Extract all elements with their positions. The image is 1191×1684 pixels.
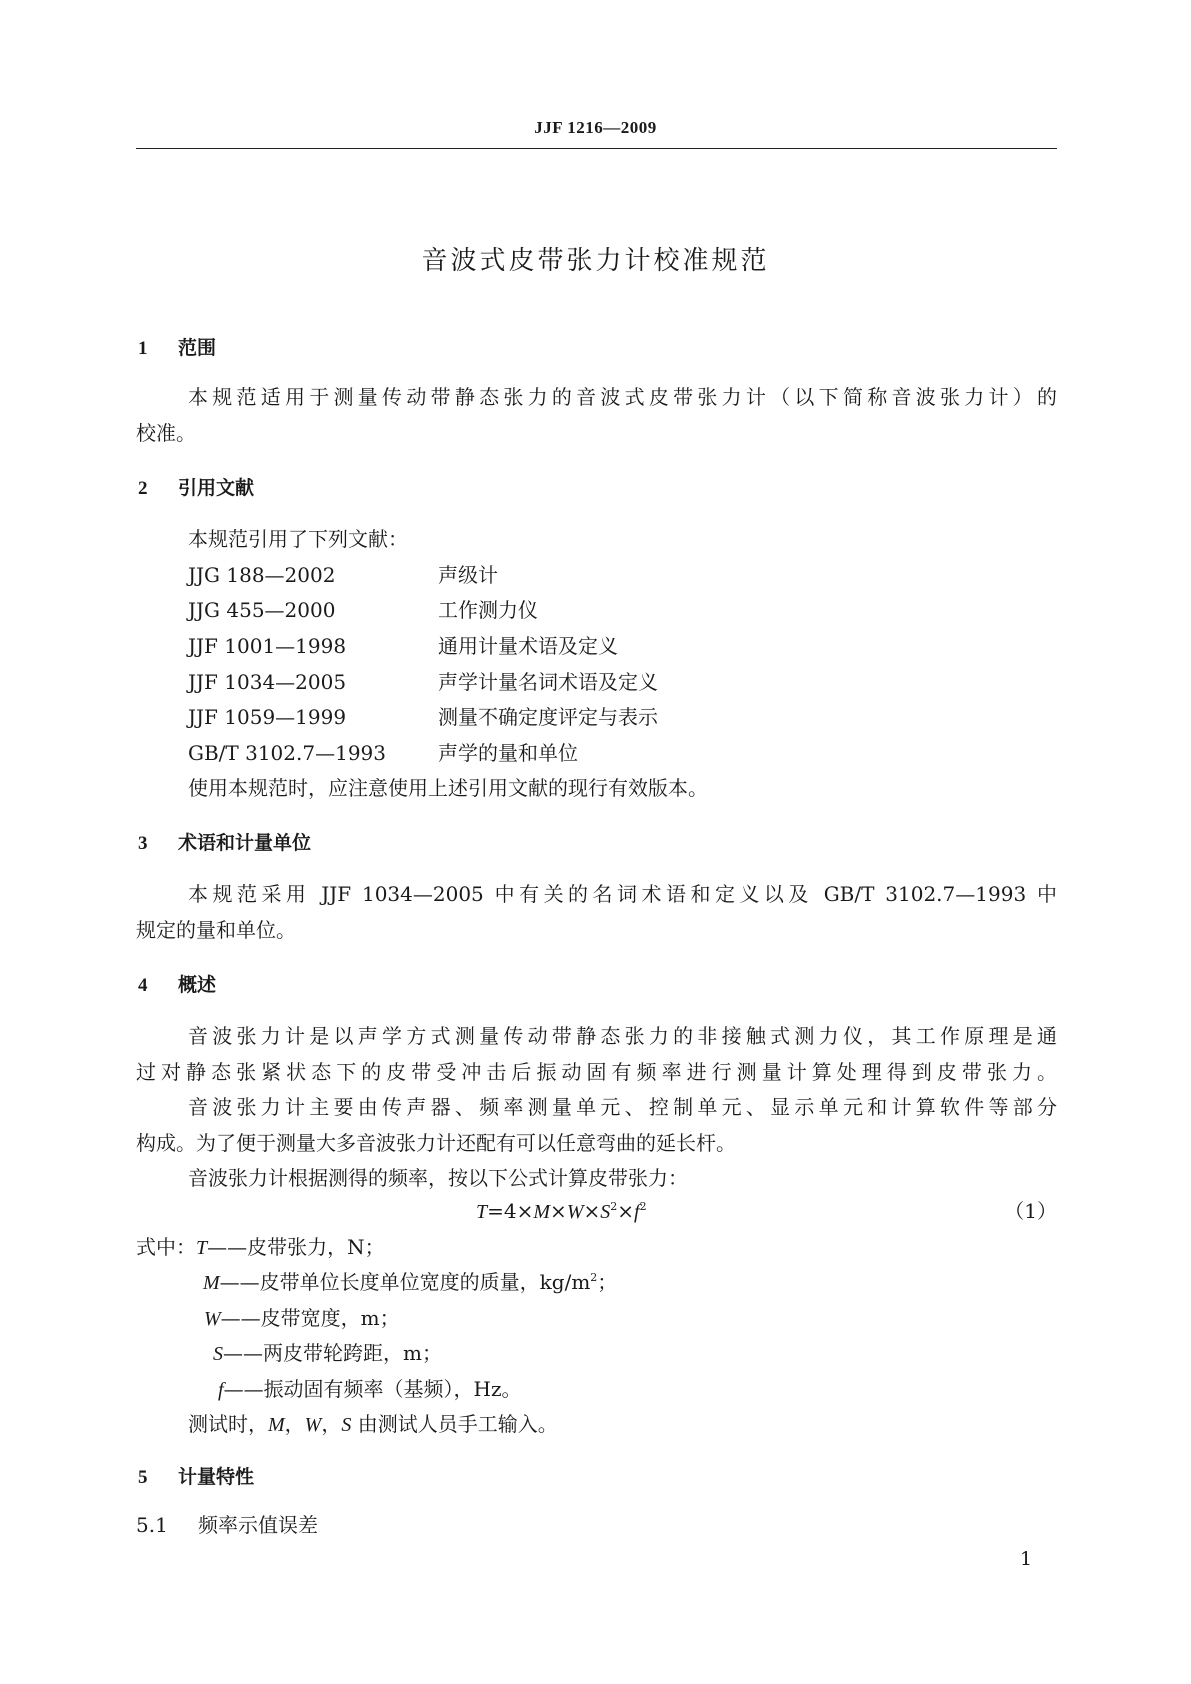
s2-intro: 本规范引用了下列文献： bbox=[188, 527, 408, 551]
ref-name: 通用计量术语及定义 bbox=[438, 634, 618, 658]
section-title: 范围 bbox=[178, 337, 217, 359]
var-symbol: f bbox=[218, 1379, 224, 1401]
s1-text: 本规范适用于测量传动带静态张力的音波式皮带张力计（以下简称音波张力计）的 bbox=[188, 385, 1057, 409]
section-title: 计量特性 bbox=[178, 1466, 255, 1488]
section-title: 概述 bbox=[178, 974, 217, 996]
ref-name: 测量不确定度评定与表示 bbox=[438, 705, 658, 729]
s4-p3: 音波张力计根据测得的频率，按以下公式计算皮带张力： bbox=[188, 1166, 688, 1190]
section-4-heading bbox=[138, 971, 216, 1000]
var-tail: ； bbox=[597, 1270, 618, 1294]
var-symbol: W bbox=[204, 1308, 221, 1330]
header-rule bbox=[136, 148, 1057, 149]
s4-text: 过对静态张紧状态下的皮带受冲击后振动固有频率进行测量计算处理得到皮带张力。 bbox=[136, 1060, 1057, 1084]
ref-code: JJF 1059—1999 bbox=[188, 705, 347, 729]
section-number: 3 bbox=[138, 833, 148, 854]
subsection-number: 5.1 bbox=[136, 1513, 168, 1537]
s4-p1-line1 bbox=[136, 1022, 1057, 1050]
ref-code: JJF 1034—2005 bbox=[188, 670, 347, 694]
s4-text: 音波张力计主要由传声器、频率测量单元、控制单元、显示单元和计算软件等部分 bbox=[188, 1095, 1057, 1119]
var-desc: ——皮带单位长度单位宽度的质量，kg/m bbox=[219, 1270, 591, 1294]
s1-para-line2: 校准。 bbox=[136, 421, 196, 445]
ref-name: 声级计 bbox=[438, 563, 498, 587]
s3-text: 本规范采用 JJF 1034—2005 中有关的名词术语和定义以及 GB/T 3102.7—1993 中 bbox=[188, 882, 1057, 906]
section-number: 1 bbox=[138, 338, 148, 359]
equation-number: （1） bbox=[1004, 1199, 1057, 1223]
ref-name: 工作测力仪 bbox=[438, 598, 538, 622]
ref-code: JJG 455—2000 bbox=[188, 598, 336, 622]
subsection-title: 频率示值误差 bbox=[198, 1513, 318, 1537]
formula-line bbox=[136, 1197, 1057, 1225]
s3-para-line2: 规定的量和单位。 bbox=[136, 918, 296, 942]
ref-item bbox=[188, 596, 538, 624]
section-5-heading bbox=[138, 1463, 254, 1492]
var-desc: ——皮带宽度，m； bbox=[220, 1306, 400, 1330]
s1-para-line1 bbox=[136, 383, 1057, 411]
ref-item bbox=[188, 668, 658, 696]
s4-text: 音波张力计是以声学方式测量传动带静态张力的非接触式测力仪，其工作原理是通 bbox=[188, 1024, 1057, 1048]
section-title: 术语和计量单位 bbox=[178, 832, 312, 854]
ref-code: JJG 188—2002 bbox=[188, 563, 336, 587]
var-symbol: M bbox=[203, 1272, 220, 1294]
header-standard-code: JJF 1216—2009 bbox=[534, 118, 657, 137]
s4-p2-line1 bbox=[136, 1093, 1057, 1121]
s3-para-line1 bbox=[136, 880, 1057, 908]
var-line bbox=[204, 1304, 400, 1333]
document-title: 音波式皮带张力计校准规范 bbox=[421, 246, 770, 276]
ref-item bbox=[188, 703, 658, 731]
subsection-5-1-heading bbox=[136, 1511, 318, 1539]
var-line bbox=[203, 1268, 617, 1297]
ref-item bbox=[188, 561, 498, 589]
var-line bbox=[136, 1233, 385, 1262]
var-symbol: S bbox=[213, 1343, 223, 1365]
ref-code: JJF 1001—1998 bbox=[188, 634, 347, 658]
ref-item bbox=[188, 739, 578, 767]
section-title: 引用文献 bbox=[178, 477, 255, 499]
input-note: 测试时，M，W，S 由测试人员手工输入。 bbox=[188, 1412, 558, 1436]
section-1-heading bbox=[138, 334, 216, 363]
section-3-heading bbox=[138, 829, 311, 858]
where-prefix: 式中： bbox=[136, 1235, 196, 1259]
ref-name: 声学计量名词术语及定义 bbox=[438, 670, 658, 694]
section-number: 2 bbox=[138, 478, 148, 499]
s2-note: 使用本规范时，应注意使用上述引用文献的现行有效版本。 bbox=[188, 776, 708, 800]
ref-code: GB/T 3102.7—1993 bbox=[188, 741, 386, 765]
var-symbol: T bbox=[196, 1237, 208, 1259]
var-desc: ——两皮带轮跨距，m； bbox=[223, 1341, 442, 1365]
page-number: 1 bbox=[1020, 1548, 1033, 1570]
ref-name: 声学的量和单位 bbox=[438, 741, 578, 765]
section-number: 5 bbox=[138, 1467, 148, 1488]
formula: $T=4\times M\times W\times S^2\times f^2$ bbox=[476, 1199, 647, 1223]
s4-p1-line2 bbox=[136, 1058, 1057, 1086]
section-2-heading bbox=[138, 474, 254, 503]
ref-item bbox=[188, 632, 618, 660]
section-number: 4 bbox=[138, 975, 148, 996]
var-desc: ——皮带张力，N； bbox=[207, 1235, 385, 1259]
var-line bbox=[218, 1375, 522, 1404]
s4-p2-line2: 构成。为了便于测量大多音波张力计还配有可以任意弯曲的延长杆。 bbox=[136, 1131, 736, 1155]
var-desc: ——振动固有频率（基频），Hz。 bbox=[223, 1377, 522, 1401]
var-line bbox=[213, 1339, 442, 1368]
var-sup: 2 bbox=[590, 1271, 598, 1284]
